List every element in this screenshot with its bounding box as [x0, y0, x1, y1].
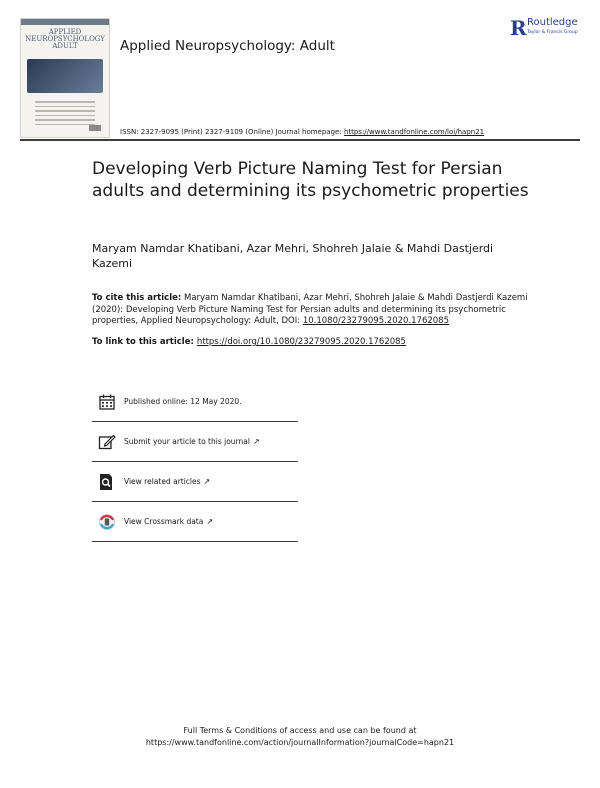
calendar-icon: [98, 393, 116, 411]
journal-title: Applied Neuropsychology: Adult: [120, 38, 335, 54]
published-row: [92, 382, 298, 422]
related-articles-row[interactable]: [92, 462, 298, 502]
terms-footer: [0, 725, 600, 749]
related-articles-link[interactable]: View related articles: [124, 477, 201, 486]
submit-article-row[interactable]: [92, 422, 298, 462]
publisher-name: Routledge: [527, 17, 578, 28]
citation-text: Maryam Namdar Khatibani, Azar Mehri, Shohreh Jalaie & Mahdi Dastjerdi Kazemi (2020): Developing Verb Picture Naming Test for Persian adults and determining its psychometric properties, Applied Neuropsychology: Adult, DOI:: [92, 293, 528, 326]
publisher-tagline: Taylor & Francis Group: [527, 30, 578, 35]
submit-article-link[interactable]: Submit your article to this journal: [124, 437, 250, 446]
edit-icon: [98, 433, 116, 451]
article-info-list: [92, 382, 298, 542]
citation-doi-link[interactable]: 10.1080/23279095.2020.1762085: [302, 316, 449, 326]
journal-homepage-link[interactable]: https://www.tandfonline.com/loi/hapn21: [343, 128, 485, 136]
crossmark-icon: [98, 513, 116, 531]
header-divider: [20, 139, 580, 141]
issn-line: [120, 128, 484, 136]
document-search-icon: [98, 473, 116, 491]
cover-title: APPLIED NEUROPSYCHOLOGY ADULT: [25, 28, 105, 50]
article-title: Developing Verb Picture Naming Test for Persian adults and determining its psychometric properties: [92, 159, 529, 201]
article-doi-link[interactable]: https://doi.org/10.1080/23279095.2020.1762085: [196, 337, 406, 347]
cover-artwork: [27, 59, 103, 93]
terms-text: Full Terms & Conditions of access and use can be found at: [183, 726, 417, 735]
link-label: To link to this article:: [92, 337, 197, 347]
routledge-icon: R: [510, 16, 527, 40]
cover-publisher-mark: [89, 125, 101, 131]
article-link-line: [92, 337, 406, 347]
journal-cover-image: [20, 18, 110, 138]
crossmark-row[interactable]: [92, 502, 298, 542]
issn-text: ISSN: 2327-9095 (Print) 2327-9109 (Online) Journal homepage:: [120, 128, 344, 136]
external-link-icon: ↗: [252, 437, 260, 446]
crossmark-link[interactable]: View Crossmark data: [124, 517, 204, 526]
terms-url[interactable]: https://www.tandfonline.com/action/journalInformation?journalCode=hapn21: [145, 738, 455, 747]
article-authors: Maryam Namdar Khatibani, Azar Mehri, Shohreh Jalaie & Mahdi Dastjerdi Kazemi: [92, 242, 494, 270]
external-link-icon: ↗: [206, 517, 214, 526]
citation-block: [92, 293, 532, 328]
published-date: Published online: 12 May 2020.: [124, 397, 242, 406]
routledge-logo: [510, 17, 592, 41]
external-link-icon: ↗: [203, 477, 211, 486]
citation-label: To cite this article:: [92, 293, 182, 303]
